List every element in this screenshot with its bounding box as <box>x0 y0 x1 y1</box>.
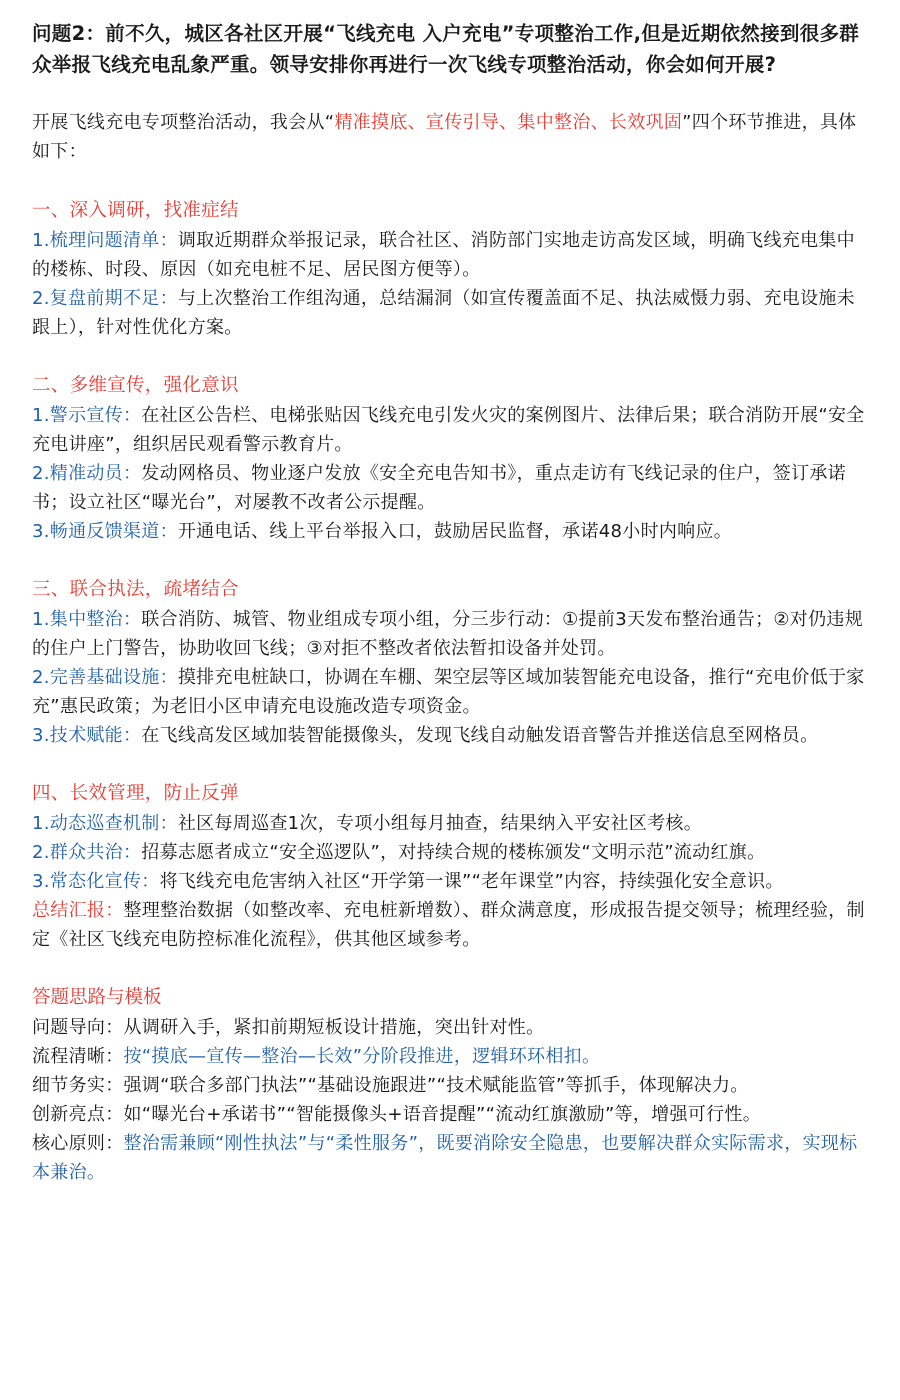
template-text: 整治需兼顾“刚性执法”与“柔性服务”，既要消除安全隐患，也要解决群众实际需求，实现标本兼治。 <box>32 1133 858 1183</box>
item-text: 摸排充电桩缺口，协调在车棚、架空层等区域加装智能充电设备，推行“充电价低于家充”惠民政策；为老旧小区申请充电设施改造专项资金。 <box>32 667 865 717</box>
item-text: 发动网格员、物业逐户发放《安全充电告知书》，重点走访有飞线记录的住户，签订承诺书；设立社区“曝光台”，对屡教不改者公示提醒。 <box>32 463 846 513</box>
item-label: 3.常态化宣传： <box>32 871 160 892</box>
section-item <box>32 838 868 867</box>
item-text: 在社区公告栏、电梯张贴因飞线充电引发火灾的案例图片、法律后果；联合消防开展“安全充电讲座”，组织居民观看警示教育片。 <box>32 405 865 455</box>
summary-item <box>32 896 868 954</box>
item-label: 2.复盘前期不足： <box>32 288 178 309</box>
section-item <box>32 284 868 342</box>
answer-template <box>32 983 868 1187</box>
item-text: 与上次整治工作组沟通，总结漏洞（如宣传覆盖面不足、执法威慑力弱、充电设施未跟上），针对性优化方案。 <box>32 288 855 338</box>
item-label: 2.群众共治： <box>32 842 142 863</box>
template-row <box>32 1013 868 1042</box>
template-row <box>32 1042 868 1071</box>
intro-highlight: 精准摸底、宣传引导、集中整治、长效巩固 <box>334 112 683 133</box>
section-item <box>32 226 868 284</box>
template-row <box>32 1071 868 1100</box>
template-label: 流程清晰： <box>32 1046 124 1067</box>
item-label: 2.完善基础设施： <box>32 667 178 688</box>
section-item <box>32 867 868 896</box>
section-item <box>32 809 868 838</box>
summary-label: 总结汇报： <box>32 900 124 921</box>
item-label: 1.警示宣传： <box>32 405 142 426</box>
template-row <box>32 1100 868 1129</box>
section-title: 二、多维宣传，强化意识 <box>32 375 239 396</box>
section-item <box>32 459 868 517</box>
item-text: 社区每周巡查1次，专项小组每月抽查，结果纳入平安社区考核。 <box>177 813 703 834</box>
item-text: 开通电话、线上平台举报入口，鼓励居民监督，承诺48小时内响应。 <box>177 521 733 542</box>
template-row <box>32 1129 868 1187</box>
template-title: 答题思路与模板 <box>32 987 162 1008</box>
section-title: 四、长效管理，防止反弹 <box>32 783 239 804</box>
summary-text: 整理整治数据（如整改率、充电桩新增数）、群众满意度，形成报告提交领导；梳理经验，制定《社区飞线充电防控标准化流程》，供其他区域参考。 <box>32 900 865 950</box>
section-title: 一、深入调研，找准症结 <box>32 200 239 221</box>
intro-suffix: ”四个环节推进，具体如下： <box>32 112 857 162</box>
section-item <box>32 605 868 663</box>
item-label: 1.梳理问题清单： <box>32 230 178 251</box>
item-label: 3.技术赋能： <box>32 725 142 746</box>
section-title: 三、联合执法，疏堵结合 <box>32 579 239 600</box>
item-text: 在飞线高发区域加装智能摄像头，发现飞线自动触发语音警告并推送信息至网格员。 <box>141 725 819 746</box>
item-label: 2.精准动员： <box>32 463 142 484</box>
section-enforcement <box>32 575 868 750</box>
section-publicity <box>32 371 868 546</box>
template-label: 创新亮点： <box>32 1104 124 1125</box>
item-label: 1.集中整治： <box>32 609 142 630</box>
template-label: 问题导向： <box>32 1017 124 1038</box>
item-label: 3.畅通反馈渠道： <box>32 521 178 542</box>
template-text: 从调研入手，紧扣前期短板设计措施，突出针对性。 <box>123 1017 545 1038</box>
template-label: 核心原则： <box>32 1133 124 1154</box>
section-item <box>32 401 868 459</box>
item-text: 调取近期群众举报记录，联合社区、消防部门实地走访高发区域，明确飞线充电集中的楼栋、时段、原因（如充电桩不足、居民图方便等）。 <box>32 230 855 280</box>
section-item <box>32 517 868 546</box>
template-text: 如“曝光台+承诺书”“智能摄像头+语音提醒”“流动红旗激励”等，增强可行性。 <box>123 1104 762 1125</box>
section-item <box>32 721 868 750</box>
intro-prefix: 开展飞线充电专项整治活动，我会从“ <box>32 112 335 133</box>
section-research <box>32 196 868 342</box>
template-text: 按“摸底—宣传—整治—长效”分阶段推进，逻辑环环相扣。 <box>123 1046 601 1067</box>
item-label: 1.动态巡查机制： <box>32 813 178 834</box>
template-text: 强调“联合多部门执法”“基础设施跟进”“技术赋能监管”等抓手，体现解决力。 <box>123 1075 749 1096</box>
item-text: 招募志愿者成立“安全巡逻队”，对持续合规的楼栋颁发“文明示范”流动红旗。 <box>141 842 766 863</box>
item-text: 联合消防、城管、物业组成专项小组，分三步行动：①提前3天发布整治通告；②对仍违规的住户上门警告，协助收回飞线；③对拒不整改者依法暂扣设备并处罚。 <box>32 609 864 659</box>
question-heading: 问题2：前不久，城区各社区开展“飞线充电 入户充电”专项整治工作,但是近期依然接到很多群众举报飞线充电乱象严重。领导安排你再进行一次飞线专项整治活动，你会如何开展? <box>32 22 860 76</box>
intro-paragraph <box>32 108 868 166</box>
section-item <box>32 663 868 721</box>
item-text: 将飞线充电危害纳入社区“开学第一课”“老年课堂”内容，持续强化安全意识。 <box>159 871 784 892</box>
section-longterm <box>32 779 868 954</box>
template-label: 细节务实： <box>32 1075 124 1096</box>
